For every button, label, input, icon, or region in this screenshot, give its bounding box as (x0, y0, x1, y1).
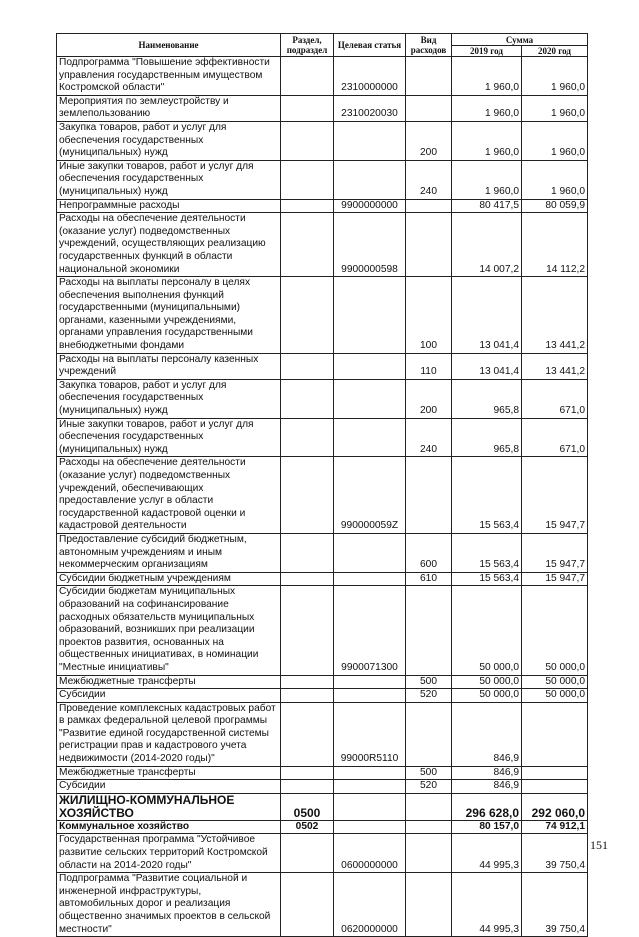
cell-type (406, 702, 452, 766)
cell-section (281, 702, 334, 766)
table-row (57, 780, 588, 794)
cell-section (281, 95, 334, 121)
cell-2019: 13 041,4 (452, 277, 522, 354)
cell-section (281, 353, 334, 379)
table-row (57, 95, 588, 121)
cell-2019: 1 960,0 (452, 95, 522, 121)
cell-target (334, 277, 406, 354)
cell-section (281, 57, 334, 96)
cell-2019: 50 000,0 (452, 675, 522, 689)
cell-2019: 1 960,0 (452, 121, 522, 160)
cell-name: Закупка товаров, работ и услуг для обеспечения государственных (муниципальных) нужд (57, 379, 281, 418)
cell-2020 (522, 702, 588, 766)
cell-name: Государственная программа "Устойчивое развитие сельских территорий Костромской области на 2014-2020 годы" (57, 834, 281, 873)
cell-name: Подпрограмма "Развитие социальной и инженерной инфраструктуры, автомобильных дорог и реализация общественно значимых проектов в сельской местности" (57, 873, 281, 937)
cell-2020: 39 750,4 (522, 873, 588, 937)
table-row (57, 689, 588, 703)
cell-type (406, 834, 452, 873)
cell-section (281, 834, 334, 873)
table-row (57, 199, 588, 213)
cell-2020: 50 000,0 (522, 675, 588, 689)
cell-type: 240 (406, 160, 452, 199)
table-row (57, 820, 588, 834)
cell-target: 9900000000 (334, 199, 406, 213)
cell-section (281, 572, 334, 586)
cell-section (281, 457, 334, 534)
table-row (57, 457, 588, 534)
cell-2020: 671,0 (522, 418, 588, 457)
budget-table (56, 33, 588, 937)
cell-2019: 846,9 (452, 766, 522, 780)
header-2019: 2019 год (452, 46, 522, 57)
cell-section (281, 277, 334, 354)
cell-2019: 15 563,4 (452, 572, 522, 586)
cell-2019: 965,8 (452, 418, 522, 457)
cell-section (281, 199, 334, 213)
cell-target: 9900000598 (334, 213, 406, 277)
cell-name: Мероприятия по землеустройству и землепользованию (57, 95, 281, 121)
cell-target (334, 160, 406, 199)
cell-type: 520 (406, 689, 452, 703)
cell-target (334, 572, 406, 586)
cell-name: Расходы на обеспечение деятельности (оказание услуг) подведомственных учреждений, осуществляющих реализацию государственных функций в области национальной экономики (57, 213, 281, 277)
cell-2020: 13 441,2 (522, 353, 588, 379)
cell-2019: 965,8 (452, 379, 522, 418)
cell-2019: 80 417,5 (452, 199, 522, 213)
cell-type: 500 (406, 675, 452, 689)
table-row (57, 160, 588, 199)
cell-name: Закупка товаров, работ и услуг для обеспечения государственных (муниципальных) нужд (57, 121, 281, 160)
table-row (57, 572, 588, 586)
cell-target (334, 780, 406, 794)
cell-target: 990000059Z (334, 457, 406, 534)
cell-2020: 80 059,9 (522, 199, 588, 213)
cell-name: Проведение комплексных кадастровых работ в рамках федеральной целевой программы "Развитие единой государственной системы регистрации прав и кадастрового учета недвижимости (2014-2020 годы)" (57, 702, 281, 766)
cell-type (406, 213, 452, 277)
cell-2020: 1 960,0 (522, 57, 588, 96)
cell-name: Непрограммные расходы (57, 199, 281, 213)
table-body (57, 57, 588, 937)
cell-section: 0500 (281, 793, 334, 820)
cell-target: 2310000000 (334, 57, 406, 96)
cell-type: 110 (406, 353, 452, 379)
cell-2019: 50 000,0 (452, 689, 522, 703)
cell-section (281, 586, 334, 675)
table-row (57, 213, 588, 277)
cell-2020: 1 960,0 (522, 95, 588, 121)
table-row (57, 702, 588, 766)
cell-target: 0620000000 (334, 873, 406, 937)
table-row (57, 586, 588, 675)
cell-target (334, 793, 406, 820)
cell-2020: 50 000,0 (522, 586, 588, 675)
cell-section (281, 379, 334, 418)
table-row (57, 277, 588, 354)
cell-name: Предоставление субсидий бюджетным, автономным учреждениям и иным некоммерческим организациям (57, 533, 281, 572)
header-target: Целевая статья (334, 34, 406, 57)
cell-2020: 15 947,7 (522, 533, 588, 572)
cell-type: 100 (406, 277, 452, 354)
cell-2020: 671,0 (522, 379, 588, 418)
page-number: 151 (590, 838, 608, 852)
table-header-row (57, 34, 588, 46)
cell-2019: 846,9 (452, 780, 522, 794)
cell-2019: 14 007,2 (452, 213, 522, 277)
header-2020: 2020 год (522, 46, 588, 57)
table-row (57, 379, 588, 418)
cell-2020: 50 000,0 (522, 689, 588, 703)
cell-target (334, 418, 406, 457)
cell-name: Межбюджетные трансферты (57, 675, 281, 689)
cell-name: Расходы на выплаты персоналу в целях обеспечения выполнения функций государственными (муниципальными) органами, казенными учреждениями, органами управления государственными внебюджетными фондами (57, 277, 281, 354)
header-type: Вид расходов (406, 34, 452, 57)
cell-2019: 80 157,0 (452, 820, 522, 834)
cell-section (281, 213, 334, 277)
table-row (57, 57, 588, 96)
cell-target (334, 675, 406, 689)
cell-2020: 39 750,4 (522, 834, 588, 873)
cell-2020 (522, 766, 588, 780)
cell-type: 520 (406, 780, 452, 794)
cell-2019: 50 000,0 (452, 586, 522, 675)
cell-2020: 1 960,0 (522, 160, 588, 199)
header-section: Раздел, подраздел (281, 34, 334, 57)
cell-2019: 1 960,0 (452, 160, 522, 199)
cell-2020: 15 947,7 (522, 457, 588, 534)
table-row (57, 418, 588, 457)
cell-section (281, 780, 334, 794)
header-name: Наименование (57, 34, 281, 57)
cell-2020: 292 060,0 (522, 793, 588, 820)
cell-section (281, 766, 334, 780)
cell-section (281, 418, 334, 457)
cell-name: ЖИЛИЩНО-КОММУНАЛЬНОЕ ХОЗЯЙСТВО (57, 793, 281, 820)
cell-2019: 15 563,4 (452, 457, 522, 534)
cell-target (334, 533, 406, 572)
cell-type (406, 199, 452, 213)
cell-section: 0502 (281, 820, 334, 834)
cell-target (334, 379, 406, 418)
cell-name: Межбюджетные трансферты (57, 766, 281, 780)
cell-section (281, 689, 334, 703)
cell-target: 99000R5110 (334, 702, 406, 766)
cell-2020 (522, 780, 588, 794)
cell-type: 200 (406, 121, 452, 160)
cell-section (281, 675, 334, 689)
cell-section (281, 121, 334, 160)
cell-type (406, 586, 452, 675)
cell-2019: 1 960,0 (452, 57, 522, 96)
cell-target (334, 121, 406, 160)
table-row (57, 834, 588, 873)
cell-type (406, 457, 452, 534)
cell-name: Субсидии бюджетам муниципальных образований на софинансирование расходных обязательств муниципальных образований, возникших при реализации проектов развития, основанных на общественных инициативах, в номинации "Местные инициативы" (57, 586, 281, 675)
cell-target (334, 820, 406, 834)
cell-2019: 44 995,3 (452, 834, 522, 873)
table-row (57, 766, 588, 780)
table-row (57, 353, 588, 379)
cell-type: 500 (406, 766, 452, 780)
cell-type: 200 (406, 379, 452, 418)
cell-type: 240 (406, 418, 452, 457)
table-row (57, 533, 588, 572)
cell-target: 2310020030 (334, 95, 406, 121)
cell-2020: 14 112,2 (522, 213, 588, 277)
cell-target: 0600000000 (334, 834, 406, 873)
cell-target (334, 353, 406, 379)
cell-type (406, 57, 452, 96)
cell-type (406, 820, 452, 834)
cell-target (334, 689, 406, 703)
cell-type (406, 95, 452, 121)
cell-type (406, 793, 452, 820)
cell-2019: 846,9 (452, 702, 522, 766)
table-row (57, 121, 588, 160)
cell-2020: 15 947,7 (522, 572, 588, 586)
table-row (57, 793, 588, 820)
cell-2020: 1 960,0 (522, 121, 588, 160)
cell-name: Иные закупки товаров, работ и услуг для обеспечения государственных (муниципальных) нужд (57, 160, 281, 199)
cell-target (334, 766, 406, 780)
cell-name: Расходы на выплаты персоналу казенных учреждений (57, 353, 281, 379)
cell-name: Субсидии (57, 780, 281, 794)
cell-type: 610 (406, 572, 452, 586)
cell-name: Субсидии (57, 689, 281, 703)
cell-type: 600 (406, 533, 452, 572)
table-row (57, 675, 588, 689)
cell-section (281, 533, 334, 572)
cell-name: Иные закупки товаров, работ и услуг для обеспечения государственных (муниципальных) нужд (57, 418, 281, 457)
cell-name: Подпрограмма "Повышение эффективности управления государственным имуществом Костромской области" (57, 57, 281, 96)
cell-name: Субсидии бюджетным учреждениям (57, 572, 281, 586)
cell-target: 9900071300 (334, 586, 406, 675)
header-sum: Сумма (452, 34, 588, 46)
cell-2020: 74 912,1 (522, 820, 588, 834)
cell-2019: 44 995,3 (452, 873, 522, 937)
cell-2019: 15 563,4 (452, 533, 522, 572)
cell-2019: 13 041,4 (452, 353, 522, 379)
cell-2020: 13 441,2 (522, 277, 588, 354)
cell-name: Расходы на обеспечение деятельности (оказание услуг) подведомственных учреждений, обеспечивающих предоставление услуг в области государственной кадастровой оценки и кадастровой деятельности (57, 457, 281, 534)
cell-name: Коммунальное хозяйство (57, 820, 281, 834)
cell-section (281, 160, 334, 199)
cell-2019: 296 628,0 (452, 793, 522, 820)
